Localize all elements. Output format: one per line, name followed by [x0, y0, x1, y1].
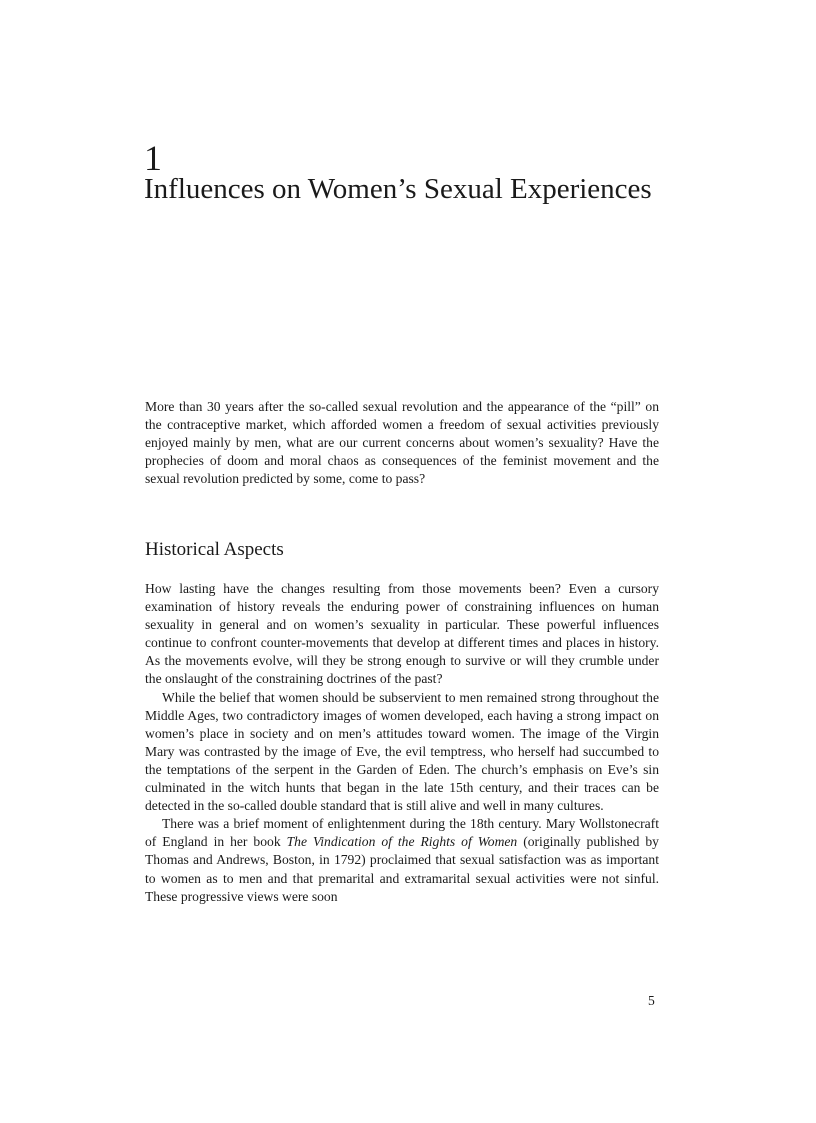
book-title: The Vindication of the Rights of Women: [286, 834, 518, 850]
section-body: [145, 580, 659, 906]
body-paragraph-3-start: There was a brief moment of enlightenment during the 18th century. Mary Wollstonecraft of England in her book: [145, 816, 659, 850]
section-heading: Historical Aspects: [145, 539, 284, 560]
intro-block: [145, 398, 659, 488]
chapter-number: 1: [144, 138, 162, 178]
page-number: 5: [648, 993, 655, 1008]
chapter-title: Influences on Women’s Sexual Experiences: [144, 173, 652, 205]
body-paragraph-3: [145, 815, 659, 905]
body-paragraph-3-end: (originally published by Thomas and Andrews, Boston, in 1792) proclaimed that sexual satisfaction was as important to women as to men and that premarital and extramarital sexual activities were not sinful. These progressive views were soon: [145, 834, 659, 904]
intro-paragraph: More than 30 years after the so-called sexual revolution and the appearance of the “pill” on the contraceptive market, which afforded women a freedom of sexual activities previously enjoyed mainly by men, what are our current concerns about women’s sexuality? Have the prophecies of doom and moral chaos as consequences of the feminist movement and the sexual revolution predicted by some, come to pass?: [145, 399, 659, 487]
body-paragraph-1: How lasting have the changes resulting from those movements been? Even a cursory examination of history reveals the enduring power of constraining influences on human sexuality in general and on women’s sexuality in particular. These powerful influences continue to confront counter-movements that develop at different times and places in history. As the movements evolve, will they be strong enough to survive or will they crumble under the onslaught of the constraining doctrines of the past?: [145, 581, 659, 687]
body-paragraph-2: While the belief that women should be subservient to men remained strong throughout the Middle Ages, two contradictory images of women developed, each having a strong impact on women’s place in society and on men’s attitudes toward women. The image of the Virgin Mary was contrasted by the image of Eve, the evil temptress, who herself had succumbed to the temptations of the serpent in the Garden of Eden. The church’s emphasis on Eve’s sin culminated in the witch hunts that began in the late 15th century, and their traces can be detected in the so-called double standard that is still alive and well in many cultures.: [145, 689, 659, 814]
